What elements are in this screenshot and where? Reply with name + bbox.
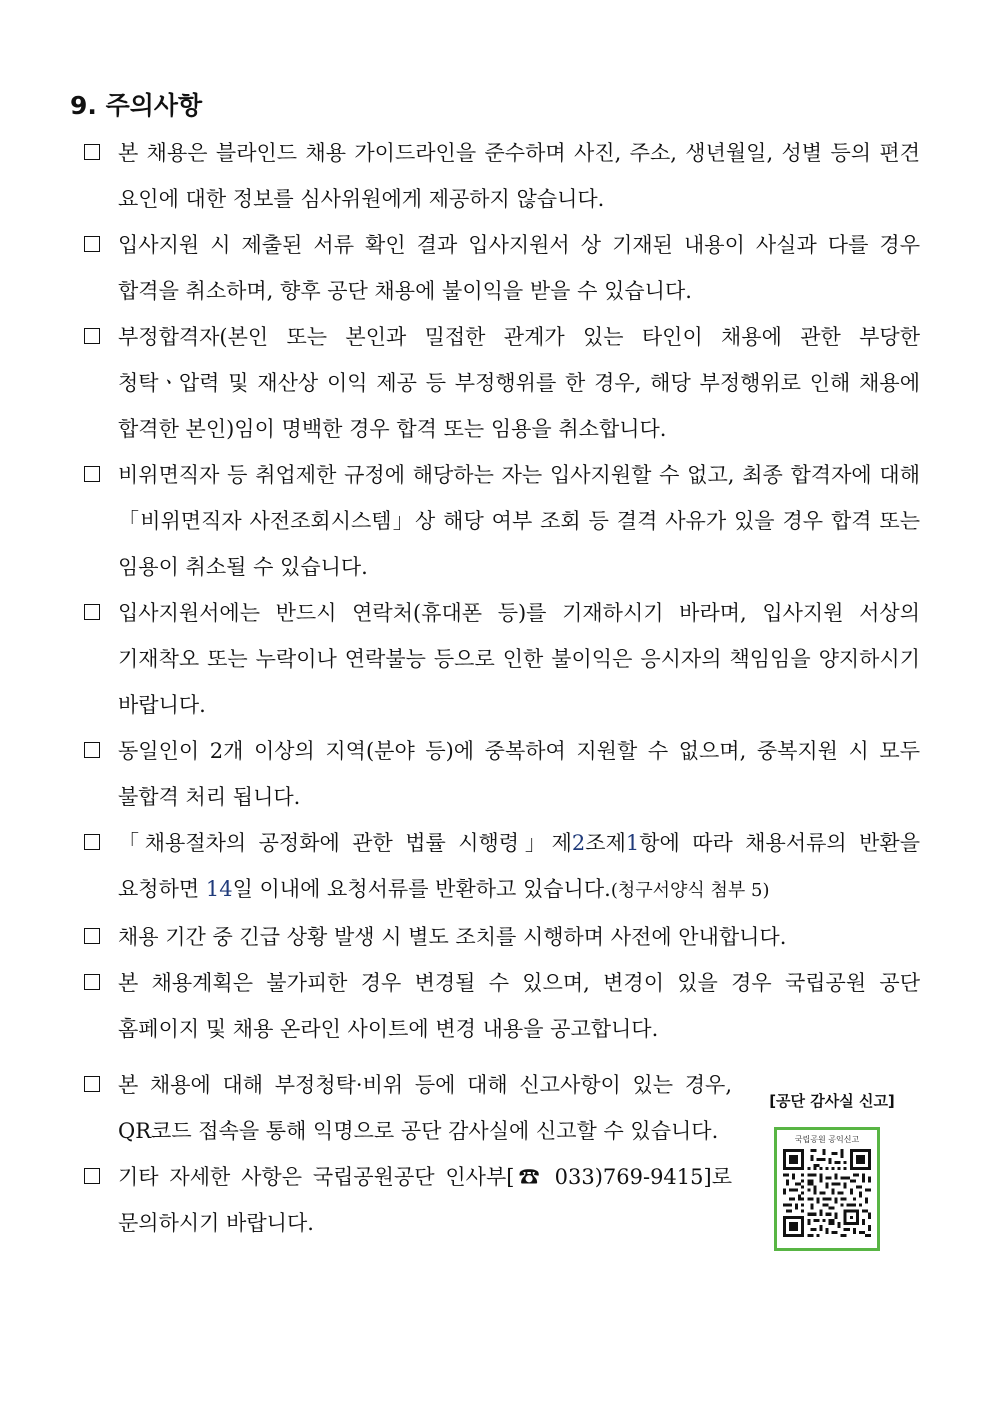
list-item [84, 914, 920, 960]
item-text: 비위면직자 등 취업제한 규정에 해당하는 자는 입사지원할 수 없고, 최종 합격자에 대해「비위면직자 사전조회시스템」상 해당 여부 조회 등 결격 사유가 있을 경우 합격 또는 임용이 취소될 수 있습니다. [118, 463, 920, 579]
list-item [84, 820, 920, 914]
checkbox-icon [84, 144, 100, 160]
checkbox-icon [84, 1076, 100, 1092]
item-text-part: 조제 [585, 831, 626, 855]
item-text: 동일인이 2개 이상의 지역(분야 등)에 중복하여 지원할 수 없으며, 중복지원 시 모두 불합격 처리 됩니다. [118, 739, 920, 809]
item-text-part: 14 [205, 877, 233, 901]
item-text: 부정합격자(본인 또는 본인과 밀접한 관계가 있는 타인이 채용에 관한 부당한 청탁ㆍ압력 및 재산상 이익 제공 등 부정행위를 한 경우, 해당 부정행위로 인해 채용에 합격한 본인)임이 명백한 경우 합격 또는 임용을 취소합니다. [118, 325, 920, 441]
checkbox-icon [84, 328, 100, 344]
list-item [84, 314, 920, 452]
checkbox-icon [84, 834, 100, 850]
item-text: 입사지원서에는 반드시 연락처(휴대폰 등)를 기재하시기 바라며, 입사지원 서상의 기재착오 또는 누락이나 연락불능 등으로 인한 불이익은 응시자의 책임임을 양지하시기 바랍니다. [118, 601, 920, 717]
qr-code-icon[interactable] [783, 1149, 871, 1237]
checkbox-icon [84, 604, 100, 620]
qr-caption: 국립공원 공익신고 [794, 1135, 860, 1144]
checkbox-icon [84, 742, 100, 758]
list-item [84, 452, 920, 590]
item-text: 본 채용계획은 불가피한 경우 변경될 수 있으며, 변경이 있을 경우 국립공원 공단 홈페이지 및 채용 온라인 사이트에 변경 내용을 공고합니다. [118, 971, 920, 1041]
qr-report-box [762, 1090, 902, 1251]
list-item [84, 1062, 732, 1154]
checkbox-icon [84, 974, 100, 990]
item-text: 채용 기간 중 긴급 상황 발생 시 별도 조치를 시행하며 사전에 안내합니다. [118, 925, 787, 949]
qr-title: [공단 감사실 신고] [769, 1092, 895, 1110]
list-item [84, 590, 920, 728]
list-item [84, 960, 920, 1052]
item-text: 본 채용은 블라인드 채용 가이드라인을 준수하며 사진, 주소, 생년월일, 성별 등의 편견 요인에 대한 정보를 심사위원에게 제공하지 않습니다. [118, 141, 920, 211]
item-text-part: 1 [625, 831, 640, 855]
item-text-part: 항에 따라 채용서류의 반환을 요청하면 [118, 831, 920, 901]
checkbox-icon [84, 466, 100, 482]
item-note: (청구서양식 첨부 5) [610, 880, 770, 901]
list-item [84, 728, 920, 820]
list-item [84, 130, 920, 222]
checkbox-icon [84, 928, 100, 944]
item-text: 입사지원 시 제출된 서류 확인 결과 입사지원서 상 기재된 내용이 사실과 다를 경우 합격을 취소하며, 향후 공단 채용에 불이익을 받을 수 있습니다. [118, 233, 920, 303]
item-text: 본 채용에 대해 부정청탁·비위 등에 대해 신고사항이 있는 경우, QR코드 접속을 통해 익명으로 공단 감사실에 신고할 수 있습니다. [118, 1073, 732, 1143]
section-title: 9. 주의사항 [70, 91, 203, 120]
list-item [84, 222, 920, 314]
checkbox-icon [84, 1168, 100, 1184]
notice-list [84, 130, 920, 1246]
item-text-part: 일 이내에 요청서류를 반환하고 있습니다. [232, 877, 611, 901]
item-text-part: 「채용절차의 공정화에 관한 법률 시행령」제 [118, 831, 572, 855]
list-item [84, 1154, 732, 1246]
item-text: 기타 자세한 사항은 국립공원공단 인사부[☎ 033)769-9415]로 문의하시기 바랍니다. [118, 1165, 732, 1235]
checkbox-icon [84, 236, 100, 252]
qr-frame [774, 1127, 880, 1251]
item-text-part: 2 [571, 831, 586, 855]
